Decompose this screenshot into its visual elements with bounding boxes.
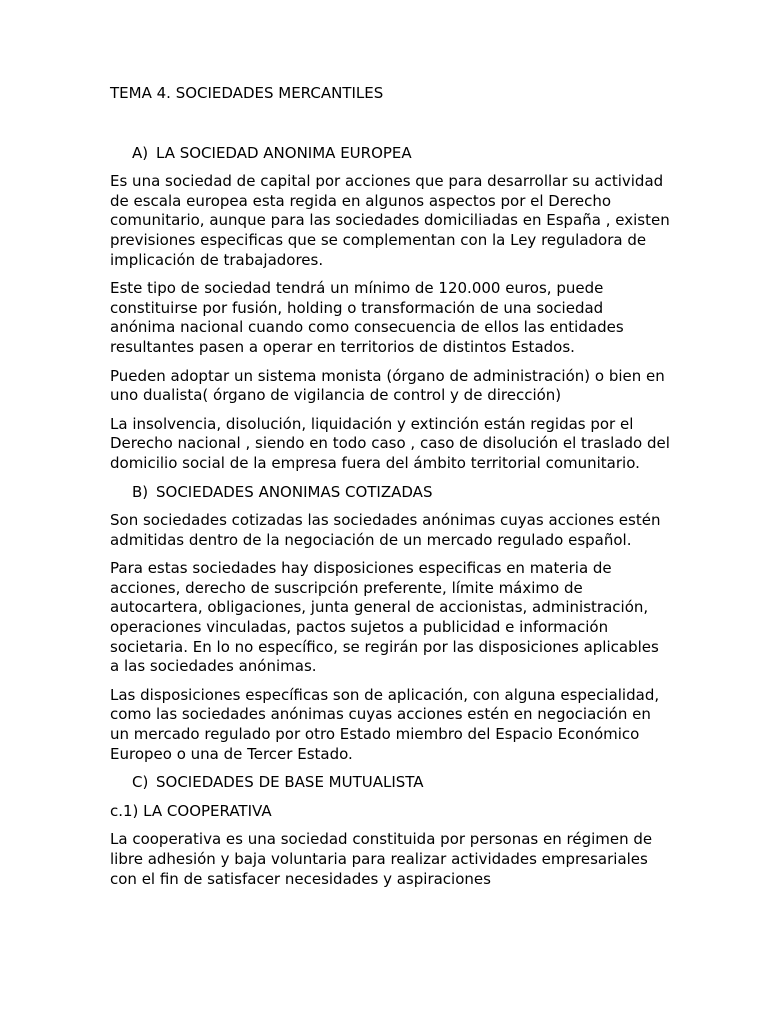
section-heading-a	[110, 144, 670, 164]
paragraph: Las disposiciones específicas son de aplicación, con alguna especialidad, como las sociedades anónimas cuyas acciones estén en negociación en un mercado regulado por otro Estado miembro del Espacio Económico Europeo o una de Tercer Estado.	[110, 685, 660, 763]
paragraph: La cooperativa es una sociedad constituida por personas en régimen de libre adhesión y baja voluntaria para realizar actividades empresariales con el fin de satisfacer necesidades y aspiraciones	[110, 830, 653, 888]
paragraph: Para estas sociedades hay disposiciones especificas en materia de acciones, derecho de suscripción preferente, límite máximo de autocartera, obligaciones, junta general de accionistas, administración, operaciones vinculadas, pactos sujetos a publicidad e información societaria. En lo no específico, se regirán por las disposiciones aplicables a las sociedades anónimas.	[110, 559, 659, 676]
section-marker: B)	[132, 482, 149, 501]
document-page	[110, 84, 670, 898]
section-heading-b	[110, 483, 670, 503]
section-heading-text: SOCIEDADES ANONIMAS COTIZADAS	[156, 482, 433, 501]
paragraph: Este tipo de sociedad tendrá un mínimo de 120.000 euros, puede constituirse por fusión, holding o transformación de una sociedad anónima nacional cuando como consecuencia de ellos las entidades resultantes pasen a operar en territorios de distintos Estados.	[110, 279, 624, 356]
section-marker: A)	[132, 143, 149, 162]
subsection-heading: c.1) LA COOPERATIVA	[110, 801, 272, 820]
section-heading-text: SOCIEDADES DE BASE MUTUALISTA	[156, 773, 424, 792]
section-marker: C)	[132, 773, 149, 792]
paragraph: Es una sociedad de capital por acciones que para desarrollar su actividad de escala europea esta regida en algunos aspectos por el Derecho comunitario, aunque para las sociedades domiciliadas en España , existen previsiones especificas que se complementan con la Ley reguladora de implicación de trabajadores.	[110, 172, 670, 269]
document-title: TEMA 4. SOCIEDADES MERCANTILES	[110, 84, 384, 102]
paragraph: Son sociedades cotizadas las sociedades anónimas cuyas acciones estén admitidas dentro de la negociación de un mercado regulado español.	[110, 511, 661, 549]
paragraph: Pueden adoptar un sistema monista (órgano de administración) o bien en uno dualista( órgano de vigilancia de control y de dirección)	[110, 366, 665, 405]
paragraph: La insolvencia, disolución, liquidación y extinción están regidas por el Derecho nacional , siendo en todo caso , caso de disolución el traslado del domicilio social de la empresa fuera del ámbito territorial comunitario.	[110, 414, 670, 472]
section-heading-text: LA SOCIEDAD ANONIMA EUROPEA	[156, 143, 412, 162]
section-heading-c	[110, 773, 670, 793]
